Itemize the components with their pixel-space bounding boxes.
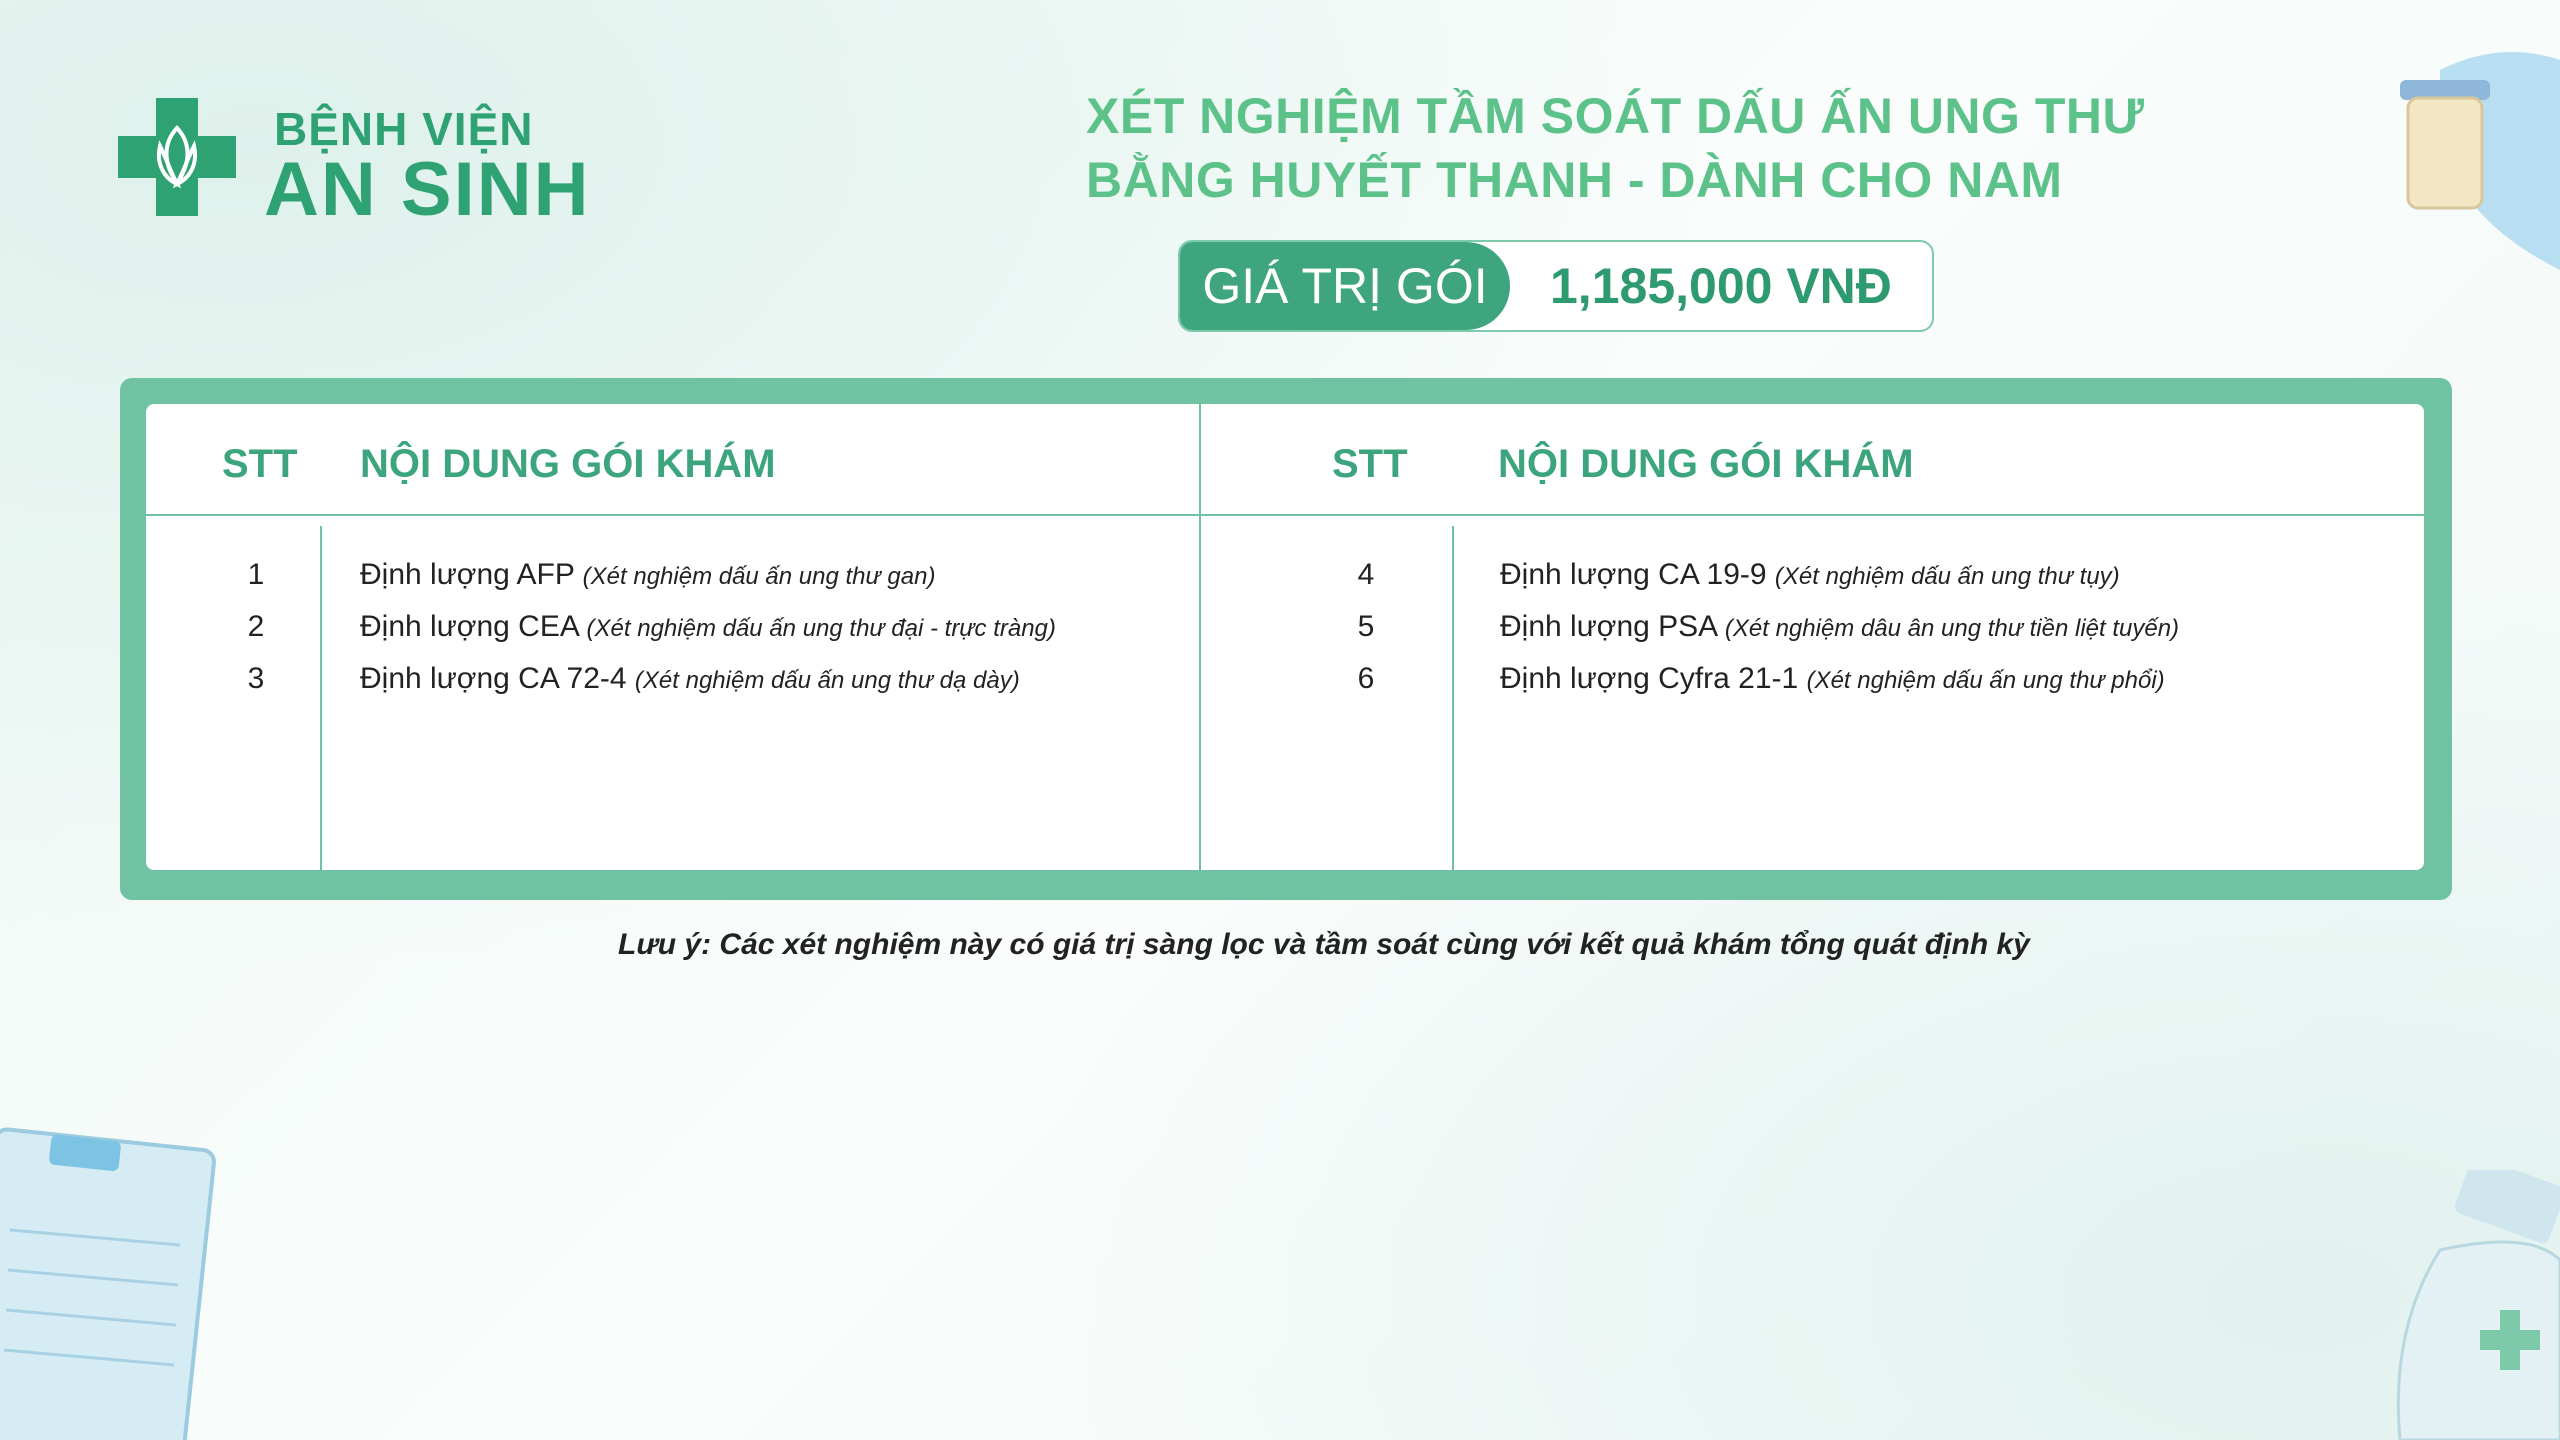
glove-vial-illustration [2380, 40, 2560, 270]
table-row [1500, 662, 2165, 696]
test-description: (Xét nghiệm dấu ấn ung thư gan) [582, 563, 936, 590]
test-name: Định lượng Cyfra 21-1 [1500, 662, 1799, 695]
header-stt-right: STT [1332, 442, 1408, 486]
table-row [360, 662, 1020, 696]
test-name: Định lượng CA 72-4 [360, 662, 627, 695]
header-content-right: NỘI DUNG GÓI KHÁM [1498, 442, 1914, 486]
test-name: Định lượng AFP [360, 558, 575, 591]
row-number: 2 [247, 610, 265, 643]
row-number: 4 [1357, 558, 1375, 591]
table-row [360, 558, 935, 592]
table-row [1500, 610, 2179, 644]
price-value: 1,185,000 VNĐ [1550, 258, 1892, 314]
header-divider [146, 514, 2424, 516]
test-description: (Xét nghiệm dấu ấn ung thư tụy) [1774, 563, 2120, 590]
price-label: GIÁ TRỊ GÓI [1180, 242, 1510, 330]
test-name: Định lượng CA 19-9 [1500, 558, 1767, 591]
hospital-cross-icon [118, 98, 236, 216]
logo-line1: BỆNH VIỆN [274, 103, 534, 155]
bottle-illustration [2380, 1170, 2560, 1440]
title-line1: XÉT NGHIỆM TẦM SOÁT DẤU ẤN UNG THƯ [1086, 88, 2145, 144]
price-box [1178, 240, 1934, 332]
clipboard-illustration [0, 1120, 220, 1440]
column-divider-right [1452, 526, 1454, 870]
table-body [146, 404, 2424, 870]
test-description: (Xét nghiệm dấu ấn ung thư phổi) [1806, 667, 2165, 694]
logo-line2: AN SINH [264, 147, 591, 232]
row-number: 5 [1357, 610, 1375, 643]
header-content-left: NỘI DUNG GÓI KHÁM [360, 442, 776, 486]
test-name: Định lượng CEA [360, 610, 579, 643]
row-number: 1 [247, 558, 265, 591]
hospital-logo [118, 98, 618, 232]
package-table [120, 378, 2452, 900]
column-divider-left [320, 526, 322, 870]
row-number: 6 [1357, 662, 1375, 695]
column-divider-middle [1199, 404, 1201, 870]
test-description: (Xét nghiệm dấu ấn ung thư đại - trực tràng) [586, 615, 1056, 642]
title-line2: BẰNG HUYẾT THANH - DÀNH CHO NAM [1086, 152, 2063, 208]
row-number: 3 [247, 662, 265, 695]
header-stt-left: STT [222, 442, 298, 486]
test-name: Định lượng PSA [1500, 610, 1717, 643]
footnote: Lưu ý: Các xét nghiệm này có giá trị sàng lọc và tầm soát cùng với kết quả khám tổng quát định kỳ [618, 928, 2030, 961]
page-title [1086, 84, 2144, 212]
table-row [1500, 558, 2120, 592]
test-description: (Xét nghiệm dâu ân ung thư tiền liệt tuyến) [1724, 615, 2180, 642]
table-row [360, 610, 1056, 644]
test-description: (Xét nghiệm dấu ấn ung thư dạ dày) [634, 667, 1020, 694]
